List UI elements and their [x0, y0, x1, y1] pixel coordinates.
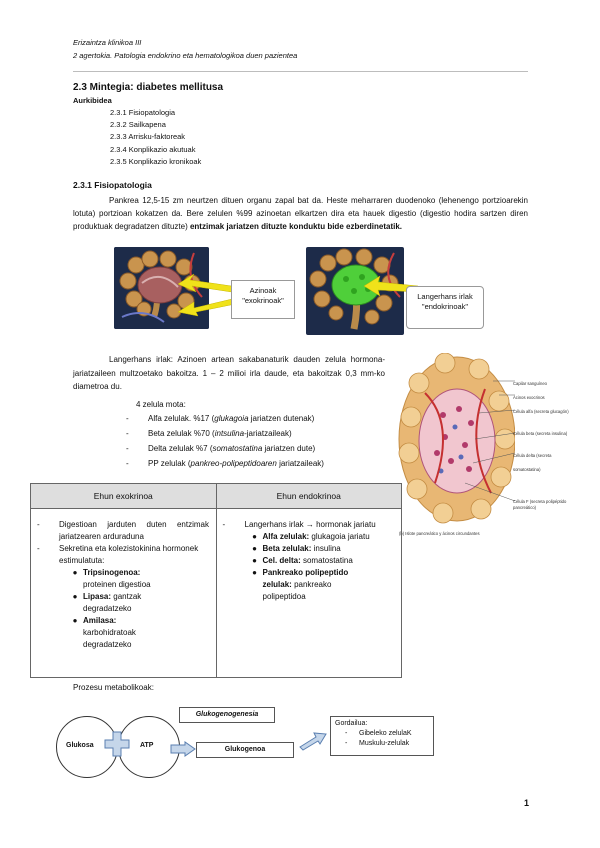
cell-name: Alfa zelulak. — [148, 414, 192, 423]
islet-histology-diagram — [395, 353, 570, 543]
toc-item[interactable]: 2.3.4 Konplikazio akutuak — [110, 144, 196, 154]
callout-endocrine-line1: Langerhans irlak — [417, 292, 473, 301]
callout-exocrine-line2: "exokrinoak" — [242, 296, 284, 305]
label-acini: Ácinos exocrinos — [513, 395, 545, 400]
toc-item[interactable]: 2.3.2 Sailkapena — [110, 120, 166, 130]
cell-pct: ( — [185, 459, 191, 468]
cell-pct: %17 ( — [191, 414, 215, 423]
langerhans-paragraph: Langerhans irlak: Azinoen artean sakabanaturik dauden zelula hormona-jariatzaileen multzoetako bakoitza. 1 – 2 milioi irla daude, eta bakoitzak 0,3 mm-ko diametroa du. — [73, 355, 385, 391]
running-header-course: Erizaintza klinikoa III — [73, 38, 142, 47]
atp-label: ATP — [140, 742, 154, 749]
header-divider — [73, 71, 528, 72]
list-item: - Sekretina eta kolezistokinina hormonek estimulatuta: — [37, 544, 199, 565]
cell-end: jariatzaileak) — [276, 459, 324, 468]
cell-end: jariatzen dute) — [262, 444, 316, 453]
arrow-right-icon — [170, 741, 196, 757]
label-beta: Célula beta (secreta insulina) — [513, 431, 568, 436]
list-item: - Beta zelulak %70 (intsulina-jariatzaileak) — [126, 429, 292, 438]
arrow-up-right-icon — [298, 731, 328, 751]
metabolic-title: Prozesu metabolikoak: — [73, 683, 154, 692]
label-capillary: Capilar sanguíneo — [513, 381, 547, 386]
table-header-row — [31, 484, 402, 509]
cell-end: jariatzen dutenak) — [248, 414, 315, 423]
list-item: ● Beta zelulak: insulina — [252, 544, 341, 553]
diagram-caption: (b) Islote pancreático y ácinos circundantes — [399, 531, 480, 536]
glucose-label: Glukosa — [66, 742, 94, 749]
toc-item[interactable]: 2.3.3 Arrisku-faktoreak — [110, 132, 186, 142]
islet-cross-section — [395, 353, 515, 525]
page-number: 1 — [523, 798, 529, 808]
storage-title: Gordailua: — [335, 720, 368, 727]
cell-types-title: 4 zelula mota: — [136, 400, 186, 409]
cell-endocrine — [216, 509, 402, 678]
pancreas-text-bold: entzimak jariatzen dituzte konduktu bide ezberdinetatik. — [189, 222, 403, 231]
cell-hormone: somatostatina — [212, 444, 263, 453]
plus-icon — [104, 731, 130, 757]
list-item: ● Lipasa: gantzak degradatzeko — [72, 592, 142, 613]
storage-box — [330, 716, 434, 756]
toc-item[interactable]: 2.3.5 Konplikazio kronikoak — [110, 156, 202, 166]
list-item: ● Tripsinogenoa: proteinen digestioa — [72, 568, 151, 589]
list-item: ● Cel. delta: somatostatina — [252, 556, 353, 565]
header-endocrine: Ehun endokrinoa — [216, 484, 402, 509]
tissue-comparison-table — [30, 483, 402, 678]
cell-hormone: pankreo-polipeptidoaren — [190, 459, 277, 468]
cell-types — [136, 398, 186, 411]
callout-endocrine — [406, 286, 484, 329]
glycogen-box: Glukogenoa — [196, 742, 294, 758]
cell-exocrine — [31, 509, 217, 678]
cell-pct: %7 ( — [193, 444, 213, 453]
cell-pct: %70 ( — [191, 429, 215, 438]
callout-exocrine — [231, 280, 295, 319]
table-of-contents — [110, 107, 201, 168]
list-item: - PP zelulak (pankreo-polipeptidoaren jariatzaileak) — [126, 459, 324, 468]
callout-exocrine-line1: Azinoak — [249, 286, 277, 295]
subsection-title: 2.3.1 Fisiopatologia — [73, 180, 152, 190]
toc-heading: Aurkibidea — [73, 96, 112, 105]
cell-hormone: intsulina — [214, 429, 245, 438]
table-row — [31, 509, 402, 678]
list-item: - Digestioan jarduten duten entzimak jariatzearen arduraduna — [37, 520, 209, 541]
cell-name: Delta zelulak — [148, 444, 194, 453]
list-item: - Delta zelulak %7 (somatostatina jariatzen dute) — [126, 444, 316, 453]
list-item: - Alfa zelulak. %17 (glukagoia jariatzen dutenak) — [126, 414, 315, 423]
cell-name: PP zelulak — [148, 459, 186, 468]
label-delta: Célula delta (secreta somatostatina) — [513, 453, 552, 472]
toc-item[interactable]: 2.3.1 Fisiopatologia — [110, 108, 176, 117]
pancreas-paragraph — [73, 194, 528, 233]
label-f: Célula F (secreta polipéptido pancreático) — [513, 499, 567, 510]
list-item: - Gibeleko zelulaK — [345, 730, 412, 737]
label-alpha: Célula alfa (secreta glucagón) — [513, 409, 569, 414]
section-title: 2.3 Mintegia: diabetes mellitusa — [73, 82, 224, 93]
callout-endocrine-line2: "endokrinoak" — [421, 302, 469, 311]
cell-hormone: glukagoia — [214, 414, 249, 423]
list-item: - Langerhans irlak → hormonak jariatu — [222, 520, 376, 529]
list-item: - Muskulu-zelulak — [345, 740, 410, 747]
pancreas-text: Pankrea 12,5-15 zm neurtzen dituen organu zapal bat da. Heste meharraren duodenoko (lehenengo portzioarekin lotuta) portzioan kokatzen da. Bere zelulen %99 azinoetan elkartzen dira eta hauek digestio (digestio hodira sartzen diren produktuak degradatzen dituzte) — [73, 196, 528, 231]
list-item: ● Amilasa: karbohidratoak degradatzeko — [72, 616, 136, 649]
list-item: ● Alfa zelulak: glukagoia jariatu — [252, 532, 370, 541]
list-item: ● Pankreako polipeptido zelulak: pankreako polipeptidoa — [252, 568, 349, 601]
running-header-scenario: 2 agertokia. Patologia endokrino eta hematologikoa duen pazientea — [73, 51, 298, 60]
cell-types-list — [126, 411, 324, 471]
cell-end: -jariatzaileak) — [244, 429, 292, 438]
header-exocrine: Ehun exokrinoa — [31, 484, 217, 509]
cell-name: Beta zelulak — [148, 429, 192, 438]
gluconeogenesis-box: Glukogenogenesia — [179, 707, 275, 723]
